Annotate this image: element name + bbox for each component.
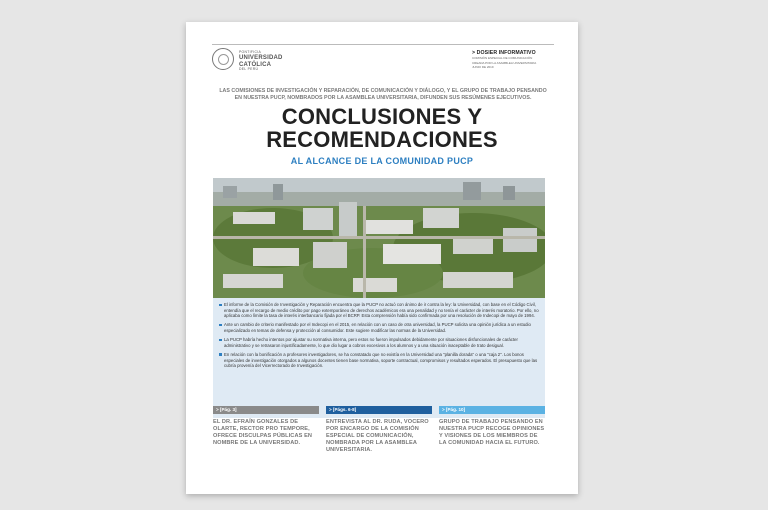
dossier-line1: COMISIÓN ESPECIAL DE COMUNICACIÓN — [472, 56, 533, 60]
headline — [186, 105, 578, 151]
uni-line1: UNIVERSIDAD — [239, 55, 283, 62]
bullet-text: Ante un cambio de criterio manifestado por el Indecopi en el 2015, en relación con un caso de otra universidad, la PUCP solicita una opinión jurídica a un estudio especializado en temas de defensa y protección al consumidor. Este sugiere modificar las normas de la Universidad. — [224, 322, 531, 333]
subhead: AL ALCANCE DE LA COMUNIDAD PUCP — [290, 156, 474, 166]
bullet-item — [219, 337, 540, 348]
headline-line2: RECOMENDACIONES — [266, 127, 498, 152]
newsletter-page — [186, 22, 578, 494]
teaser-text: ENTREVISTA AL DR. RUDA, VOCERO POR ENCARGO DE LA COMISIÓN ESPECIAL DE COMUNICACIÓN, NOMBRADA POR LA ASAMBLEA UNIVERSITARIA. — [326, 419, 429, 453]
uni-small-top: PONTIFICIA — [239, 50, 262, 54]
headline-line1: CONCLUSIONES Y — [281, 104, 483, 129]
bullet-text: En relación con la bonificación a profesores investigadores, se ha constatado que no existía en la Universidad una "planilla dorada" o una "caja 2". Los bonos especiales de investigación otorgados a algunos docentes tienen base normativa, soporte contractual, compromisos y resultados esperados. El presupuesto que las cubría provenía del Vicerrectorado de Investigación. — [224, 351, 538, 369]
teaser-page-10[interactable] — [439, 406, 545, 447]
bullet-item — [219, 322, 540, 333]
uni-small-bottom: DEL PERÚ — [239, 67, 259, 72]
bullet-marker-icon — [219, 324, 222, 327]
page-teasers — [213, 406, 545, 476]
university-seal-icon — [212, 48, 234, 70]
dossier-title: > DOSIER INFORMATIVO — [472, 50, 536, 56]
teaser-page-3[interactable] — [213, 406, 319, 447]
intro-text: LAS COMISIONES DE INVESTIGACIÓN Y REPARACIÓN, DE COMUNICACIÓN Y DIÁLOGO, Y EL GRUPO DE TRABAJO PENSANDO EN NUESTRA PUCP, NOMBRADOS POR LA ASAMBLEA UNIVERSITARIA, DIFUNDEN SUS RESÚMENES EJECUTIVOS. — [219, 88, 547, 102]
dossier-date: JUNIO DE 2019 — [472, 65, 494, 70]
dossier-block — [472, 50, 554, 70]
campus-aerial-photo — [213, 178, 545, 298]
university-logo-text — [239, 51, 283, 72]
teaser-text: EL DR. EFRAÍN GONZALES DE OLARTE, RECTOR PRO TEMPORE, OFRECE DISCULPAS PÚBLICAS EN NOMBRE DE LA UNIVERSIDAD. — [213, 419, 313, 446]
bullet-item — [219, 302, 540, 319]
bullet-text: La PUCP habría hecho intentos por ajustar su normativa interna, pero estos no fueron impulsados debidamente por situaciones disfuncionales de carácter administrativo y se retrasaron injustificadamente, lo que dio lugar a cobros excesivos a los alumnos y a una situación inaceptable de trato desigual. — [224, 337, 518, 348]
summary-bullets — [213, 298, 545, 418]
masthead — [212, 46, 554, 78]
teaser-text: GRUPO DE TRABAJO PENSANDO EN NUESTRA PUCP RECOGE OPINIONES Y VISIONES DE LOS MIEMBROS DE LA COMUNIDAD HACIA EL FUTURO. — [439, 419, 545, 446]
teaser-tag[interactable]: > [Pág. 3] — [213, 406, 319, 414]
uni-line2: CATÓLICA — [239, 62, 272, 69]
teaser-tag[interactable]: > [Págs. 6-8] — [326, 406, 432, 414]
campus-illustration — [213, 178, 545, 298]
bullet-marker-icon — [219, 304, 222, 307]
teaser-tag[interactable]: > [Pág. 10] — [439, 406, 545, 414]
top-rule — [212, 44, 554, 45]
bullet-item — [219, 352, 540, 369]
dossier-line2: CREADA POR LA ASAMBLEA UNIVERSITARIA — [472, 60, 537, 65]
bullet-marker-icon — [219, 353, 222, 356]
teaser-pages-6-8[interactable] — [326, 406, 432, 454]
bullet-marker-icon — [219, 339, 222, 342]
bullet-text: El informe de la Comisión de Investigación y Reparación encuentra que la PUCP no actuó con ánimo de ir contra la ley: la Universidad, con base en el Código Civil, entendía que el recargo de medio crédito por pago extemporáneo de derechos académicos era una penalidad y no tenía el carácter de interés moratorio. Por ello, no aplicaba como límite la tasa de interés interbancario fijada por el BCRP. Esta comprensión había sido confirmada por una resolución de Indecopi de mayo de 1994. — [224, 302, 539, 319]
